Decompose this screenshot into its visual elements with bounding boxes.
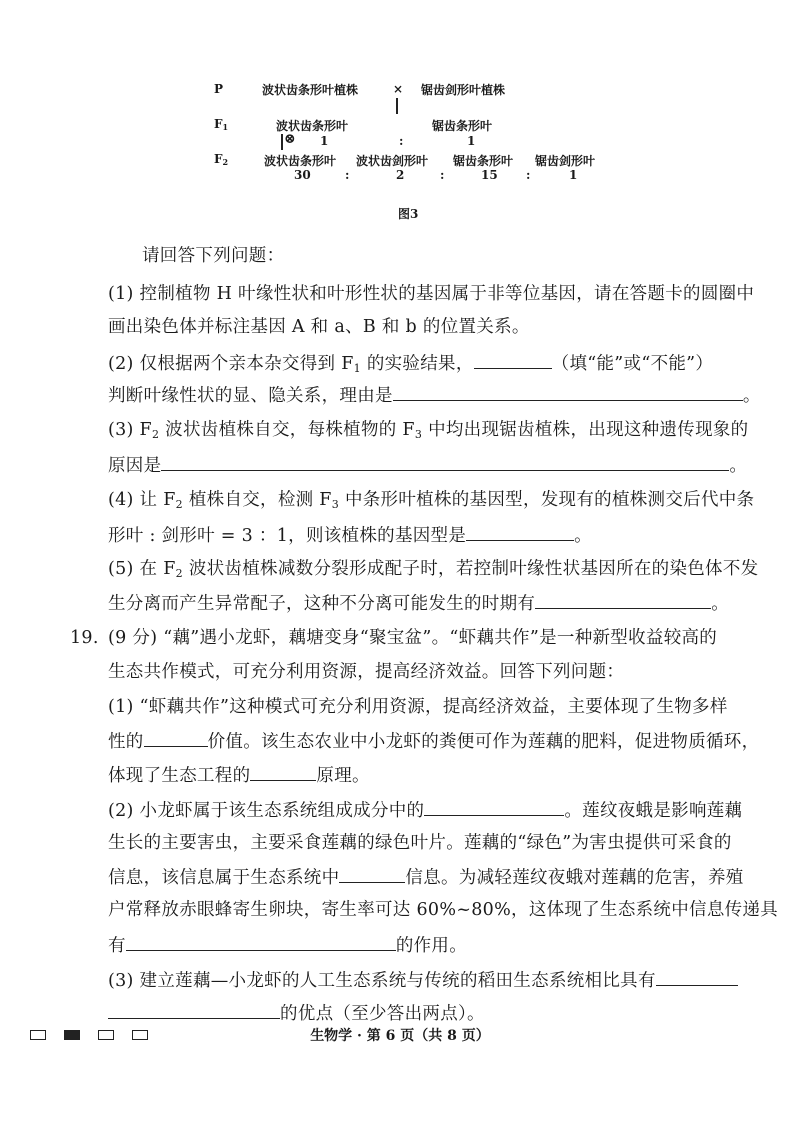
- q18-part2-line2: 判断叶缘性状的显、隐关系，理由是 。: [108, 382, 761, 408]
- page-number: 生物学 · 第 6 页（共 8 页）: [310, 1028, 490, 1044]
- f1-ratio-right: 1: [467, 134, 476, 148]
- f1-to-f2-arrow: [281, 134, 283, 150]
- f1-label: F1: [214, 117, 229, 132]
- q19-part2-line1: (2) 小龙虾属于该生态系统组成成分中的 。莲纹夜蛾是影响莲藕: [108, 797, 742, 823]
- p-right-parent: 锯齿剑形叶植株: [421, 83, 506, 97]
- q19-part3-blank-2[interactable]: [108, 1000, 280, 1019]
- f1-ratio-left: 1: [320, 134, 329, 148]
- q19-number: 19.: [70, 628, 99, 648]
- q19-part2-blank-3[interactable]: [126, 932, 396, 951]
- f2-label: F2: [214, 152, 229, 167]
- q18-intro: 请回答下列问题：: [142, 246, 285, 266]
- q19-part3-blank-1[interactable]: [656, 967, 738, 986]
- selfing-symbol: ⊗: [284, 131, 296, 147]
- q18-part2-line1: (2) 仅根据两个亲本杂交得到 $F_1$ 的实验结果， （填“能”或“不能”）: [108, 350, 713, 381]
- q19-stem-line1: (9 分) “藕”遇小龙虾，藕塘变身“聚宝盆”。“虾藕共作”是一种新型收益较高的: [108, 628, 718, 648]
- q19-part2-blank-2[interactable]: [339, 864, 405, 883]
- q18-part5-blank[interactable]: [535, 590, 711, 609]
- p-to-f1-arrow: [396, 98, 398, 114]
- q18-part3-line1: (3) $F_2$ 波状齿植株自交，每株植物的 $F_3$ 中均出现锯齿植株，出现这种遗传现象的: [108, 420, 749, 441]
- f2-count-3: 15: [481, 168, 498, 182]
- q19-part1-line3: 体现了生态工程的 原理。: [108, 762, 370, 788]
- f2-count-1: 30: [294, 168, 311, 182]
- q18-part5-line1: (5) 在 $F_2$ 波状齿植株减数分裂形成配子时，若控制叶缘性状基因所在的染色体不发: [108, 559, 759, 580]
- q19-part2-line5: 有 的作用。: [108, 932, 467, 958]
- q18-part1-line2: 画出染色体并标注基因 A 和 a、B 和 b 的位置关系。: [108, 317, 530, 337]
- f1-left-type: 波状齿条形叶: [276, 119, 349, 133]
- f2-count-2: 2: [396, 168, 405, 182]
- cross-symbol: ×: [393, 82, 404, 96]
- f2-colon-3: :: [526, 168, 531, 182]
- f2-count-4: 1: [569, 168, 578, 182]
- p-label: P: [214, 82, 224, 96]
- q19-part3-line2: 的优点（至少答出两点）。: [108, 1000, 485, 1026]
- q18-part4-blank[interactable]: [466, 522, 574, 541]
- q18-part3-blank[interactable]: [161, 452, 729, 471]
- q19-part2-blank-1[interactable]: [424, 797, 564, 816]
- q18-part5-line2: 生分离而产生异常配子，这种不分离可能发生的时期有 。: [108, 590, 729, 616]
- q18-part2-blank-2[interactable]: [393, 382, 743, 401]
- q19-part1-blank-2[interactable]: [250, 762, 316, 781]
- f2-type-4: 锯齿剑形叶: [535, 154, 596, 168]
- q19-part2-line4: 户常释放赤眼蜂寄生卵块，寄生率可达 60%~80%，这体现了生态系统中信息传递具: [108, 900, 779, 920]
- q19-part1-line2: 性的 价值。该生态农业中小龙虾的粪便可作为莲藕的肥料，促进物质循环，: [108, 728, 759, 754]
- figure-caption: 图3: [398, 207, 419, 221]
- p-left-parent: 波状齿条形叶植株: [262, 83, 359, 97]
- f2-type-1: 波状齿条形叶: [264, 154, 337, 168]
- f2-type-3: 锯齿条形叶: [453, 154, 514, 168]
- f2-colon-1: :: [345, 168, 350, 182]
- q19-part1-blank-1[interactable]: [144, 728, 208, 747]
- q19-stem-line2: 生态共作模式，可充分利用资源，提高经济效益。回答下列问题：: [108, 662, 625, 682]
- q19-part3-line1: (3) 建立莲藕—小龙虾的人工生态系统与传统的稻田生态系统相比具有: [108, 967, 738, 993]
- q18-part4-line1: (4) 让 $F_2$ 植株自交，检测 $F_3$ 中条形叶植株的基因型，发现有的植株测交后代中条: [108, 490, 755, 511]
- q18-part1-line1: (1) 控制植物 H 叶缘性状和叶形性状的基因属于非等位基因，请在答题卡的圆圈中: [108, 284, 755, 304]
- q18-part2-blank-1[interactable]: [474, 350, 552, 369]
- q18-part4-line2: 形叶 : 剑形叶 = 3 ：1，则该植株的基因型是 。: [108, 522, 592, 548]
- f2-type-2: 波状齿剑形叶: [356, 154, 429, 168]
- q19-part2-line3: 信息，该信息属于生态系统中 信息。为减轻莲纹夜蛾对莲藕的危害，养殖: [108, 864, 744, 890]
- f2-colon-2: :: [440, 168, 445, 182]
- f1-right-type: 锯齿条形叶: [432, 119, 493, 133]
- q18-part3-line2: 原因是 。: [108, 452, 747, 478]
- f1-ratio-colon: :: [399, 134, 404, 148]
- q19-part2-line2: 生长的主要害虫，主要采食莲藕的绿色叶片。莲藕的“绿色”为害虫提供可采食的: [108, 833, 732, 853]
- q19-part1-line1: (1) “虾藕共作”这种模式可充分利用资源，提高经济效益，主要体现了生物多样: [108, 697, 728, 717]
